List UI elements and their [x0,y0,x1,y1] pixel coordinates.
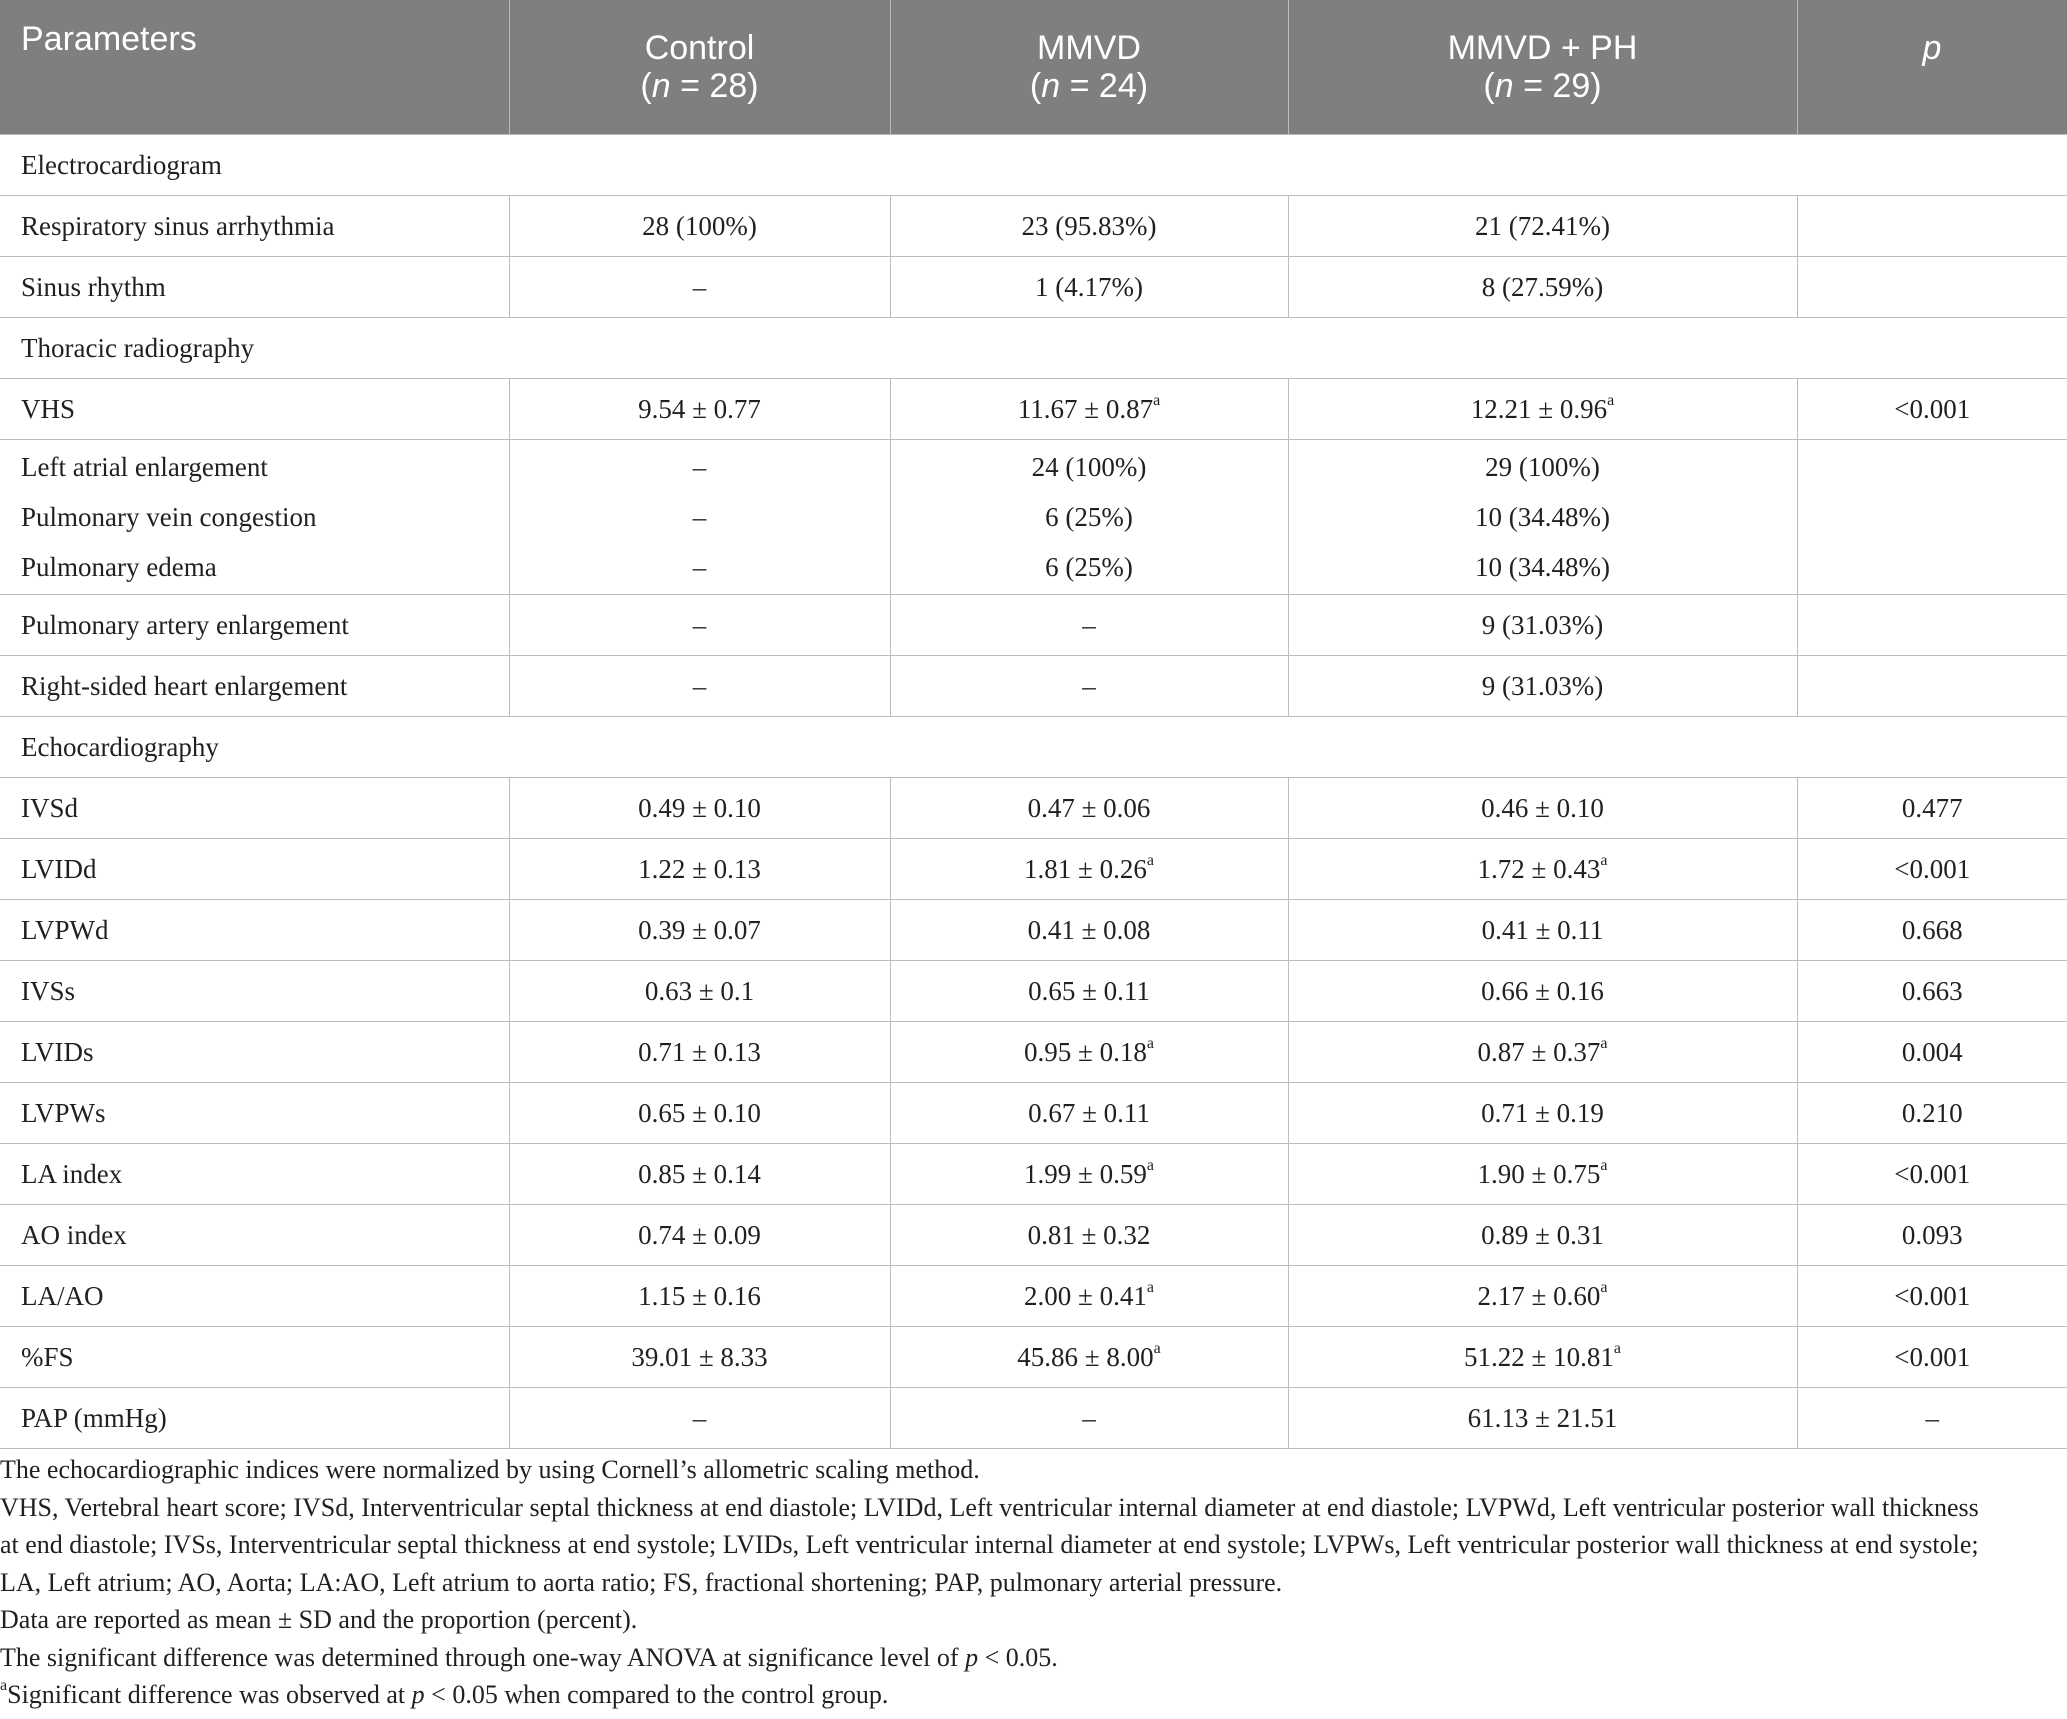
row-label: VHS [0,379,509,440]
cell-mmvd: – [890,595,1288,656]
table-row-group [0,440,2067,595]
footnote-anova [0,1639,2050,1677]
header-control-n: n [651,67,671,105]
row-label: Pulmonary vein congestion [21,502,317,532]
row-label: Pulmonary artery enlargement [0,595,509,656]
cell-mmvd [890,379,1288,440]
cell-control: 0.63 ± 0.1 [509,961,890,1022]
cell-mmvd-ph: 0.46 ± 0.10 [1288,778,1797,839]
superscript-a: a [1613,1340,1621,1357]
cell-mmvd-ph: 8 (27.59%) [1288,257,1797,318]
table-row [0,595,2067,656]
row-label: IVSd [0,778,509,839]
cell-mmvd: – [890,656,1288,717]
cell-mmvd: 24 (100%) [1031,452,1147,482]
cell-mmvd-ph: 29 (100%) [1485,452,1600,482]
cell-mmvd-ph: 0.66 ± 0.16 [1288,961,1797,1022]
cell-p: 0.477 [1797,778,2067,839]
cell-control: 0.71 ± 0.13 [509,1022,890,1083]
footnote-data-reporting: Data are reported as mean ± SD and the proportion (percent). [0,1605,638,1634]
row-label-group [0,440,509,595]
cell-mmvd-ph: 21 (72.41%) [1288,196,1797,257]
cell-mmvd-ph: 61.13 ± 21.51 [1288,1388,1797,1449]
table-row [0,1083,2067,1144]
cell-mmvd-ph: 0.71 ± 0.19 [1288,1083,1797,1144]
cell-mmvd-ph [1288,1266,1797,1327]
cell-value: 0.95 ± 0.18 [1024,1037,1147,1067]
header-mmvd-ph-n: n [1494,67,1514,105]
superscript-a: a [1146,852,1154,869]
cell-mmvd-ph: 0.89 ± 0.31 [1288,1205,1797,1266]
cell-control: 0.49 ± 0.10 [509,778,890,839]
table-row [0,1022,2067,1083]
cell-value: 1.81 ± 0.26 [1024,854,1147,884]
cell-mmvd: 0.67 ± 0.11 [890,1083,1288,1144]
cell-mmvd: 6 (25%) [1045,502,1133,532]
row-label: Pulmonary edema [21,552,217,582]
row-label: Left atrial enlargement [21,452,268,482]
cell-p: – [1797,1388,2067,1449]
footnote-significance-text: Significant difference was observed at [7,1680,412,1709]
cell-p: 0.093 [1797,1205,2067,1266]
cell-p [1797,656,2067,717]
header-mmvd-n: n [1041,67,1061,105]
cell-control: 0.39 ± 0.07 [509,900,890,961]
table-row [0,961,2067,1022]
cell-mmvd-ph [1288,379,1797,440]
cell-value: 11.67 ± 0.87 [1017,394,1154,424]
row-label: LVIDs [0,1022,509,1083]
cell-mmvd-ph [1288,1022,1797,1083]
table-header [0,0,2067,135]
cell-control-group [509,440,890,595]
cell-mmvd: 0.81 ± 0.32 [890,1205,1288,1266]
cell-value: 12.21 ± 0.96 [1470,394,1608,424]
cell-mmvd-ph [1288,1144,1797,1205]
footnote-anova-p: p [965,1642,979,1672]
cell-mmvd [890,1022,1288,1083]
section-thoracic-radiography: Thoracic radiography [0,318,2067,379]
cell-value: 1.90 ± 0.75 [1477,1159,1601,1189]
cell-mmvd: – [890,1388,1288,1449]
cell-mmvd-ph [1288,839,1797,900]
section-row [0,135,2067,196]
superscript-a: a [1600,852,1608,869]
cell-control: 28 (100%) [509,196,890,257]
cell-mmvd: 1 (4.17%) [890,257,1288,318]
cell-control: – [692,452,707,482]
table-row [0,900,2067,961]
row-label: LA/AO [0,1266,509,1327]
cell-control: – [692,502,707,532]
footnote-significance [0,1676,2050,1714]
table-row [0,1205,2067,1266]
header-mmvd-ph-paren: ( [1483,67,1495,105]
section-electrocardiogram: Electrocardiogram [0,135,2067,196]
superscript-a: a [1146,1157,1154,1174]
row-label: LVPWd [0,900,509,961]
footnote-abbreviations-line-1: VHS, Vertebral heart score; IVSd, Interventricular septal thickness at end diastole; LVIDd, Left ventricular internal diameter at end diastole; LVPWd, Left ventricular posterior wall thickness [0,1492,1979,1522]
header-mmvd-name: MMVD [1037,29,1141,67]
cell-control: 0.85 ± 0.14 [509,1144,890,1205]
cell-p [1797,440,2067,595]
row-label: LVIDd [0,839,509,900]
cell-value: 0.87 ± 0.37 [1477,1037,1601,1067]
superscript-a: a [1146,1279,1154,1296]
row-label: AO index [0,1205,509,1266]
row-label: IVSs [0,961,509,1022]
cell-value: 2.17 ± 0.60 [1477,1281,1601,1311]
superscript-a: a [1153,392,1161,409]
table-row [0,778,2067,839]
cell-control: 9.54 ± 0.77 [509,379,890,440]
cell-mmvd: 0.65 ± 0.11 [890,961,1288,1022]
cell-mmvd: 0.41 ± 0.08 [890,900,1288,961]
cell-control: 1.22 ± 0.13 [509,839,890,900]
table-row [0,1327,2067,1388]
cell-control: – [692,552,707,582]
cell-control: 39.01 ± 8.33 [509,1327,890,1388]
header-control [509,0,890,135]
footnote-abbreviations-line-2: at end diastole; IVSs, Interventricular septal thickness at end systole; LVIDs, Left ventricular internal diameter at end systole; LVPWs, Left ventricular posterior wall thickness at end systole; [0,1530,1979,1559]
header-mmvd-ph-name: MMVD + PH [1447,29,1638,67]
cell-control: – [509,257,890,318]
cell-mmvd [890,1144,1288,1205]
cell-mmvd-ph: 10 (34.48%) [1475,552,1610,582]
cell-p: <0.001 [1797,1144,2067,1205]
table-row [0,1388,2067,1449]
footnote-anova-threshold: < 0.05. [978,1642,1058,1672]
cell-control: 1.15 ± 0.16 [509,1266,890,1327]
cell-value: 51.22 ± 10.81 [1464,1342,1614,1372]
superscript-a: a [0,1677,8,1695]
cell-mmvd [890,839,1288,900]
cell-p [1797,595,2067,656]
header-p [1797,0,2067,135]
cell-p: <0.001 [1797,379,2067,440]
row-label: Sinus rhythm [0,257,509,318]
header-p-label: p [1922,29,1942,67]
cell-mmvd-ph: 9 (31.03%) [1288,656,1797,717]
footnote-abbreviations-line-3: LA, Left atrium; AO, Aorta; LA:AO, Left atrium to aorta ratio; FS, fractional shortening; PAP, pulmonary arterial pressure. [0,1567,1283,1597]
cell-p: 0.668 [1797,900,2067,961]
header-mmvd-n-value: = 24) [1060,67,1149,105]
cell-value: 2.00 ± 0.41 [1024,1281,1147,1311]
cell-mmvd-ph [1288,1327,1797,1388]
header-mmvd [890,0,1288,135]
row-label: Respiratory sinus arrhythmia [0,196,509,257]
table-row [0,1144,2067,1205]
cell-value: 45.86 ± 8.00 [1017,1342,1154,1372]
cell-mmvd [890,1327,1288,1388]
row-label: LVPWs [0,1083,509,1144]
superscript-a: a [1146,1035,1154,1052]
superscript-a: a [1153,1340,1161,1357]
cell-mmvd-ph: 0.41 ± 0.11 [1288,900,1797,961]
table-row [0,257,2067,318]
superscript-a: a [1600,1279,1608,1296]
row-label: PAP (mmHg) [0,1388,509,1449]
row-label: LA index [0,1144,509,1205]
row-label: Right-sided heart enlargement [0,656,509,717]
footnote-significance-threshold: < 0.05 when compared to the control group. [424,1680,889,1709]
table-row [0,196,2067,257]
header-parameters: Parameters [0,0,509,135]
header-control-name: Control [644,29,755,67]
header-mmvd-ph [1288,0,1797,135]
cell-p: <0.001 [1797,1266,2067,1327]
cell-control: 0.65 ± 0.10 [509,1083,890,1144]
footnote-anova-text: The significant difference was determined through one-way ANOVA at significance level of [0,1642,966,1672]
header-control-paren: ( [640,67,652,105]
cell-value: 1.72 ± 0.43 [1477,854,1601,884]
cell-p [1797,257,2067,318]
cell-mmvd-group [890,440,1288,595]
cell-control: – [509,1388,890,1449]
superscript-a: a [1600,1035,1608,1052]
cell-value: 1.99 ± 0.59 [1024,1159,1147,1189]
cell-p [1797,196,2067,257]
cell-mmvd [890,1266,1288,1327]
footnote-significance-p: p [411,1680,425,1709]
superscript-a: a [1607,392,1615,409]
table-footnotes [0,1451,2050,1714]
table-row [0,1266,2067,1327]
row-label: %FS [0,1327,509,1388]
table-row [0,656,2067,717]
header-mmvd-paren: ( [1029,67,1042,105]
cell-control: – [509,595,890,656]
table-row [0,379,2067,440]
table-row [0,839,2067,900]
cell-mmvd: 23 (95.83%) [890,196,1288,257]
section-row [0,717,2067,778]
superscript-a: a [1600,1157,1608,1174]
cell-mmvd-ph: 9 (31.03%) [1288,595,1797,656]
cell-control: – [509,656,890,717]
header-control-n-value: = 28) [670,67,759,105]
cell-p: 0.210 [1797,1083,2067,1144]
cell-p: <0.001 [1797,1327,2067,1388]
cell-p: 0.004 [1797,1022,2067,1083]
cell-mmvd-ph: 10 (34.48%) [1475,502,1610,532]
cell-p: 0.663 [1797,961,2067,1022]
section-echocardiography: Echocardiography [0,717,2067,778]
footnote-normalization: The echocardiographic indices were normalized by using Cornell’s allometric scaling method. [0,1455,980,1484]
cell-mmvd: 0.47 ± 0.06 [890,778,1288,839]
cell-mmvd-ph-group [1288,440,1797,595]
header-mmvd-ph-n-value: = 29) [1513,67,1602,105]
cell-mmvd: 6 (25%) [1045,552,1133,582]
cell-control: 0.74 ± 0.09 [509,1205,890,1266]
cell-p: <0.001 [1797,839,2067,900]
section-row [0,318,2067,379]
